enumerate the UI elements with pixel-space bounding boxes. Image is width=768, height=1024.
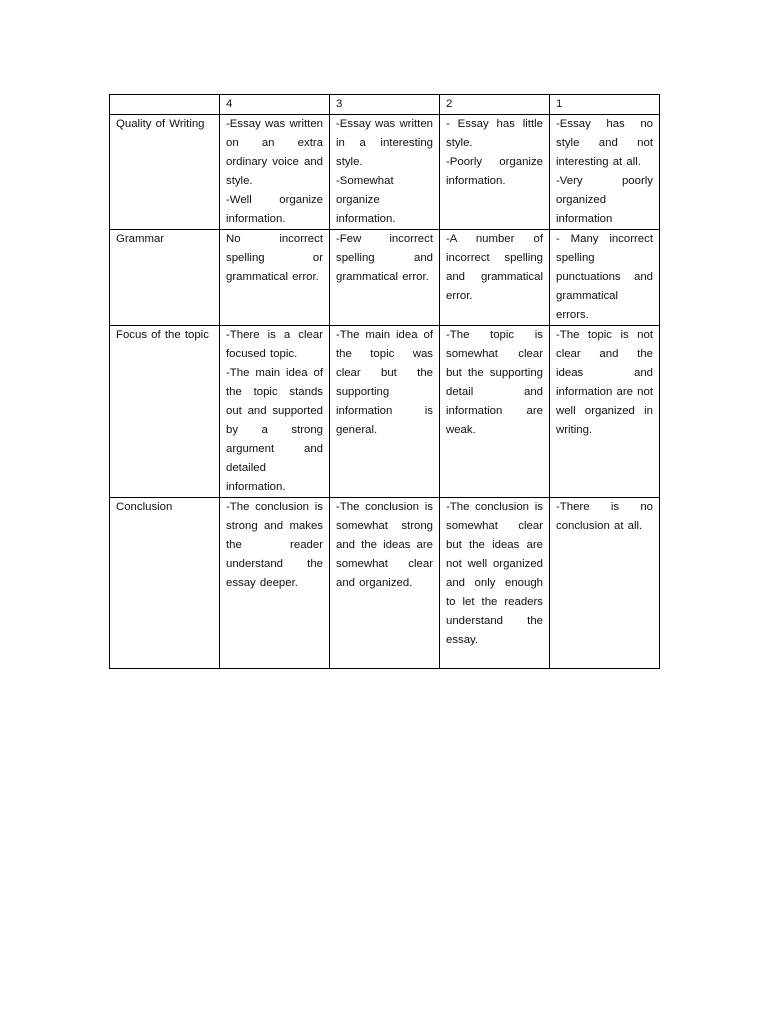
score-2-cell [440,230,550,326]
criterion-cell: Quality of Writing [110,115,220,230]
cell-paragraph: - Many incorrect spelling punctuations and grammatical errors. [556,233,653,321]
score-4-cell [220,115,330,230]
score-3-cell [330,326,440,498]
cell-paragraph: -The conclusion is somewhat strong and the ideas are somewhat clear and organized. [336,501,433,589]
score-4-cell [220,326,330,498]
score-3-cell [330,230,440,326]
cell-paragraph: -The main idea of the topic was clear but the supporting information is general. [336,329,433,436]
cell-paragraph: -Essay was written in a interesting style. [336,118,433,168]
criterion-cell: Focus of the topic [110,326,220,498]
row-grammar [110,230,660,326]
score-2-cell [440,326,550,498]
score-2-cell [440,498,550,669]
cell-paragraph: -The conclusion is somewhat clear but the ideas are not well organized and only enough to let the readers understand the essay. [446,501,543,646]
rubric-table [109,94,660,669]
cell-paragraph: -The topic is not clear and the ideas and information are not well organized in writing. [556,329,653,436]
score-4-cell [220,498,330,669]
cell-paragraph: -Few incorrect spelling and grammatical error. [336,233,433,283]
cell-paragraph: - Essay has little style. [446,118,543,149]
cell-paragraph: No incorrect spelling or grammatical error. [226,233,323,283]
header-score-1: 1 [550,95,660,115]
score-1-cell [550,230,660,326]
cell-paragraph: -A number of incorrect spelling and grammatical error. [446,233,543,302]
row-quality-of-writing [110,115,660,230]
cell-paragraph: -Very poorly organized information [556,175,653,225]
row-conclusion [110,498,660,669]
header-row [110,95,660,115]
cell-paragraph: -The main idea of the topic stands out and supported by a strong argument and detailed information. [226,367,323,493]
cell-paragraph: -Poorly organize information. [446,156,543,187]
header-score-4: 4 [220,95,330,115]
header-score-3: 3 [330,95,440,115]
cell-paragraph: -There is a clear focused topic. [226,329,323,360]
header-score-2: 2 [440,95,550,115]
score-4-cell [220,230,330,326]
cell-paragraph: -The conclusion is strong and makes the reader understand the essay deeper. [226,501,323,589]
cell-paragraph: -Somewhat organize information. [336,175,396,225]
score-1-cell [550,115,660,230]
criterion-cell: Conclusion [110,498,220,669]
score-3-cell [330,115,440,230]
cell-paragraph: -The topic is somewhat clear but the supporting detail and information are weak. [446,329,543,436]
header-cell-empty [110,95,220,115]
cell-paragraph: -Well organize information. [226,194,323,225]
score-1-cell [550,498,660,669]
row-focus-of-the-topic [110,326,660,498]
cell-paragraph: -Essay was written on an extra ordinary voice and style. [226,118,323,187]
criterion-cell: Grammar [110,230,220,326]
score-2-cell [440,115,550,230]
cell-paragraph: -There is no conclusion at all. [556,501,653,532]
score-3-cell [330,498,440,669]
score-1-cell [550,326,660,498]
cell-paragraph: -Essay has no style and not interesting at all. [556,118,653,168]
